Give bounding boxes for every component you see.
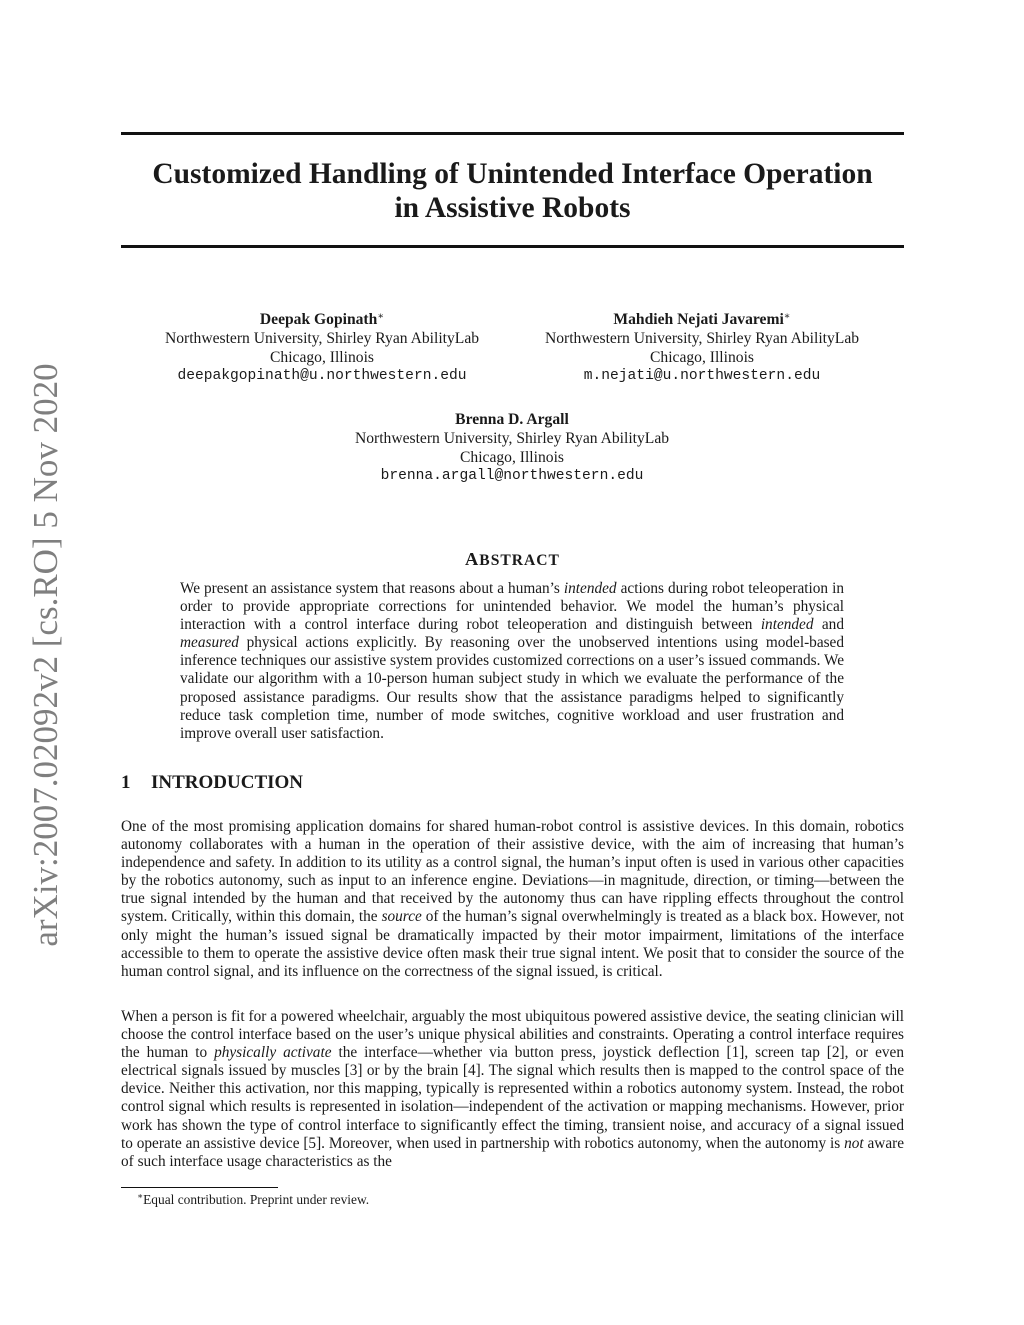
author-affiliation: Northwestern University, Shirley Ryan AbilityLab xyxy=(164,330,480,347)
arxiv-stamp-text: arXiv:2007.02092v2 [cs.RO] 5 Nov 2020 xyxy=(26,363,65,947)
author-block xyxy=(142,307,502,386)
title-line-1: Customized Handling of Unintended Interface Operation xyxy=(152,158,873,190)
body-paragraph: When a person is fit for a powered wheelchair, arguably the most ubiquitous powered assistive device, the seating clinician will choose the control interface based on the user’s unique physical abilities and constraints. Operating a control interface requires the human to physically activate the interface—whether via button press, joystick deflection [1], screen tap [2], or even electrical signals issued by muscles [3] or by the brain [4]. The signal which results then is mapped to the control space of the device. Neither this activation, nor this mapping, typically is represented within a robotics autonomy system. Instead, the robot control signal which results is represented in isolation—independent of the activation or mapping mechanisms. However, prior work has shown the type of control interface to significantly effect the timing, transient noise, and accuracy of a signal issued to operate an assistive device [5]. Moreover, when used in partnership with robotics autonomy, when the autonomy is not aware of such interface usage characteristics as the xyxy=(121,1008,904,1170)
abstract-text: We present an assistance system that reasons about a human’s intended actions during robot teleoperation in order to provide appropriate corrections for unintended behavior. We model the human’s physical interaction with a control interface during robot teleoperation and distinguish between intended and measured physical actions explicitly. By reasoning over the unobserved intentions using model-based inference techniques our assistive system provides customized corrections on a user’s issued commands. We validate our algorithm with a 10-person human subject study in which we evaluate the performance of the proposed assistance paradigms. Our results show that the assistance paradigms helped to significantly reduce task completion time, number of mode switches, cognitive workload and user frustration and improve overall user satisfaction. xyxy=(180,580,844,742)
abstract-heading: ABSTRACT xyxy=(465,549,560,569)
author-email[interactable]: deepakgopinath@u.northwestern.edu xyxy=(177,368,467,384)
author-name: Mahdieh Nejati Javaremi xyxy=(613,311,784,328)
title-line-2: in Assistive Robots xyxy=(394,192,631,224)
author-location: Chicago, Illinois xyxy=(650,349,754,366)
equal-contribution-mark: ∗ xyxy=(377,311,385,322)
author-location: Chicago, Illinois xyxy=(270,349,374,366)
author-location: Chicago, Illinois xyxy=(460,449,564,466)
title-top-rule xyxy=(121,132,904,135)
arxiv-stamp xyxy=(16,352,76,958)
author-name: Brenna D. Argall xyxy=(455,411,569,428)
equal-contribution-mark: ∗ xyxy=(783,311,791,322)
section-heading-introduction: 1 INTRODUCTION xyxy=(121,772,304,793)
footnote: ∗Equal contribution. Preprint under review. xyxy=(137,1191,370,1207)
title-bottom-rule xyxy=(121,245,904,248)
paper-title xyxy=(121,157,904,225)
body-paragraph: One of the most promising application domains for shared human-robot control is assistive devices. In this domain, robotics autonomy collaborates with a human in the operation of their assistive device, with the aim of increasing that human’s independence and safety. In addition to its utility as a control signal, the human’s input often is used in various other capacities by the robotics autonomy, such as input to an inference engine. Deviations—in magnitude, direction, or timing—between the true signal intended by the human and that received by the autonomy thus can have rippling effects throughout the control system. Critically, within this domain, the source of the human’s signal overwhelmingly is treated as a black box. However, not only might the human’s issued signal be dramatically impacted by their motor impairment, limitations of the interface accessible to them to operate the assistive device often mask their true signal intent. We posit that to consider the source of the human control signal, and its influence on the correctness of the signal issued, is critical. xyxy=(121,818,904,980)
author-block xyxy=(522,307,882,386)
author-name: Deepak Gopinath xyxy=(259,311,378,328)
author-email[interactable]: brenna.argall@northwestern.edu xyxy=(380,468,644,484)
author-affiliation: Northwestern University, Shirley Ryan AbilityLab xyxy=(354,430,670,447)
author-affiliation: Northwestern University, Shirley Ryan AbilityLab xyxy=(544,330,860,347)
author-block xyxy=(322,410,702,486)
author-email[interactable]: m.nejati@u.northwestern.edu xyxy=(583,368,821,384)
footnote-rule xyxy=(121,1187,278,1188)
